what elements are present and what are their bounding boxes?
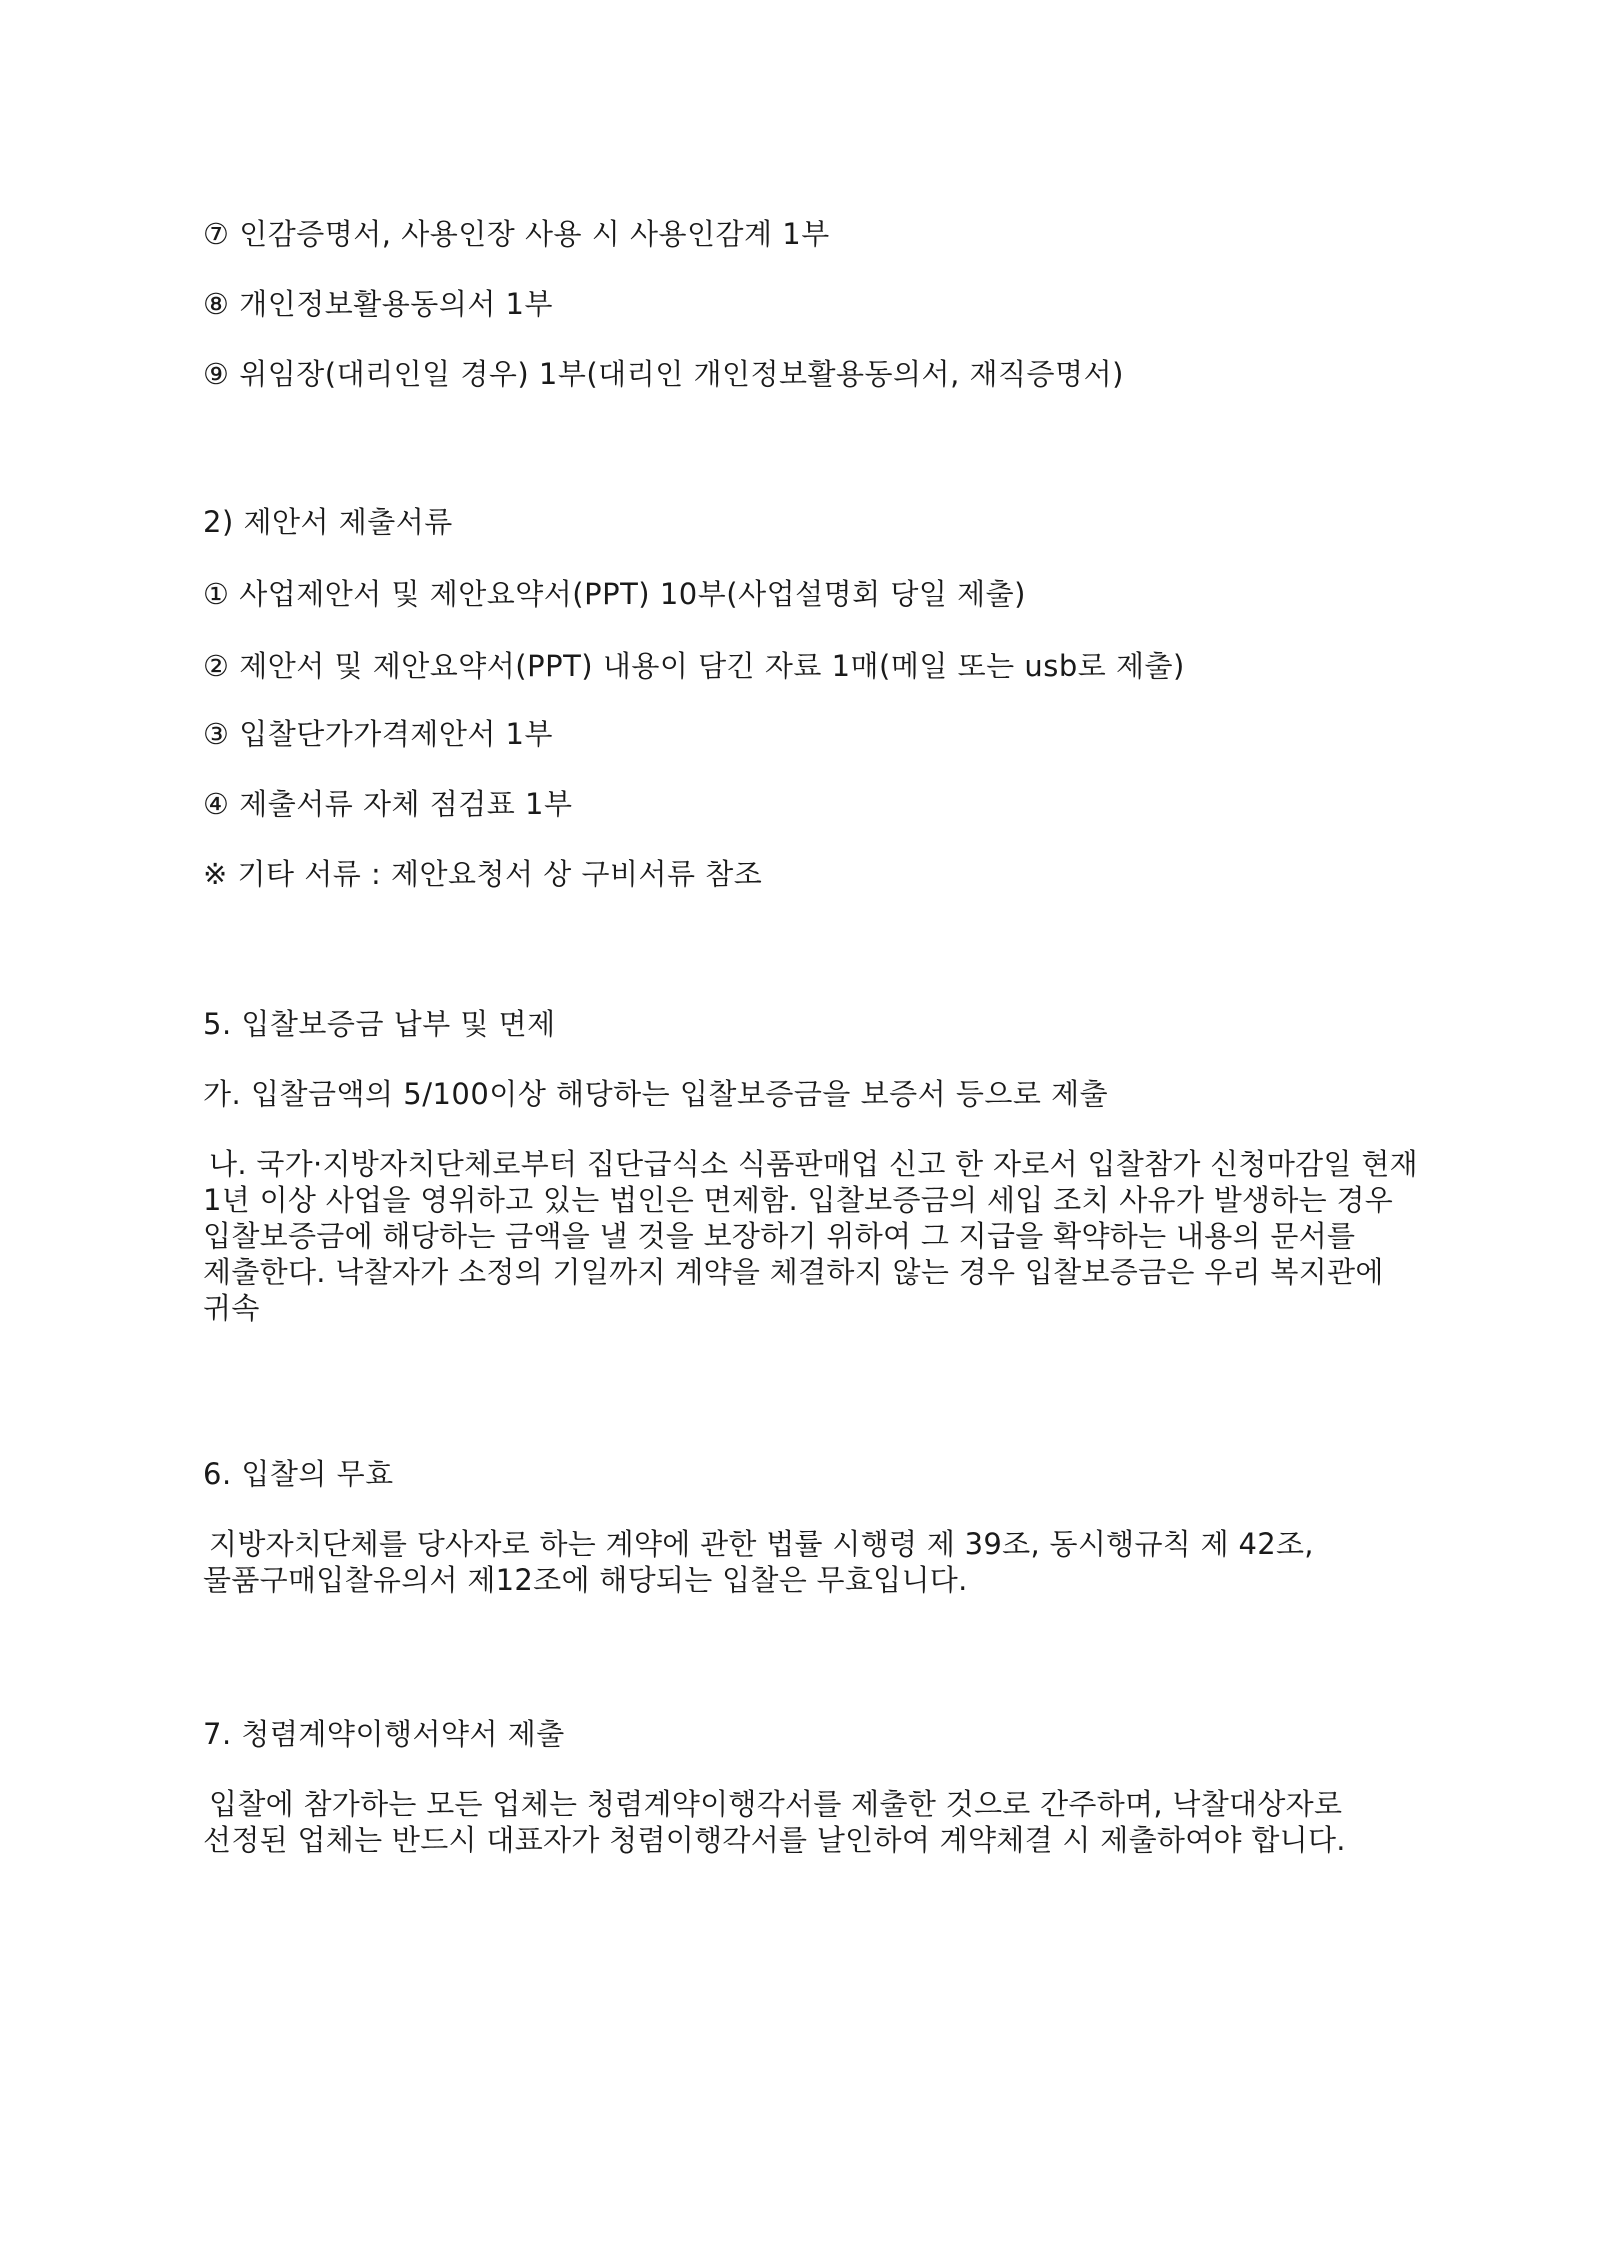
section6-body: 지방자치단체를 당사자로 하는 계약에 관한 법률 시행령 제 39조, 동시행규칙 제 42조, 물품구매입찰유의서 제12조에 해당되는 입찰은 무효입니다.: [203, 1527, 1314, 1597]
section6-heading: 6. 입찰의 무효: [203, 1457, 394, 1491]
proposal-docs-item-4: ④ 제출서류 자체 점검표 1부: [203, 787, 573, 821]
section7-body: 입찰에 참가하는 모든 업체는 청렴계약이행각서를 제출한 것으로 간주하며, 낙찰대상자로 선정된 업체는 반드시 대표자가 청렴이행각서를 날인하여 계약체결 시 제출하여야 합니다.: [203, 1787, 1346, 1857]
section5-item-ga: 가. 입찰금액의 5/100이상 해당하는 입찰보증금을 보증서 등으로 제출: [203, 1077, 1109, 1111]
section5-item-na: 나. 국가·지방자치단체로부터 집단급식소 식품판매업 신고 한 자로서 입찰참가 신청마감일 현재 1년 이상 사업을 영위하고 있는 법인은 면제함. 입찰보증금의 세입 조치 사유가 발생하는 경우 입찰보증금에 해당하는 금액을 낼 것을 보장하기 위하여 그 지급을 확약하는 내용의 문서를 제출한다. 낙찰자가 소정의 기일까지 계약을 체결하지 않는 경우 입찰보증금은 우리 복지관에 귀속: [203, 1147, 1418, 1325]
list-item-9: ⑨ 위임장(대리인일 경우) 1부(대리인 개인정보활용동의서, 재직증명서): [203, 357, 1124, 391]
section7-heading: 7. 청렴계약이행서약서 제출: [203, 1717, 565, 1751]
section5-heading: 5. 입찰보증금 납부 및 면제: [203, 1007, 556, 1041]
proposal-docs-item-1: ① 사업제안서 및 제안요약서(PPT) 10부(사업설명회 당일 제출): [203, 577, 1026, 611]
list-item-7: ⑦ 인감증명서, 사용인장 사용 시 사용인감계 1부: [203, 217, 830, 251]
proposal-docs-heading: 2) 제안서 제출서류: [203, 505, 453, 539]
list-item-8: ⑧ 개인정보활용동의서 1부: [203, 287, 554, 321]
proposal-docs-item-2: ② 제안서 및 제안요약서(PPT) 내용이 담긴 자료 1매(메일 또는 usb로 제출): [203, 649, 1185, 683]
proposal-docs-item-3: ③ 입찰단가가격제안서 1부: [203, 717, 554, 751]
proposal-docs-note: ※ 기타 서류 : 제안요청서 상 구비서류 참조: [203, 857, 763, 891]
